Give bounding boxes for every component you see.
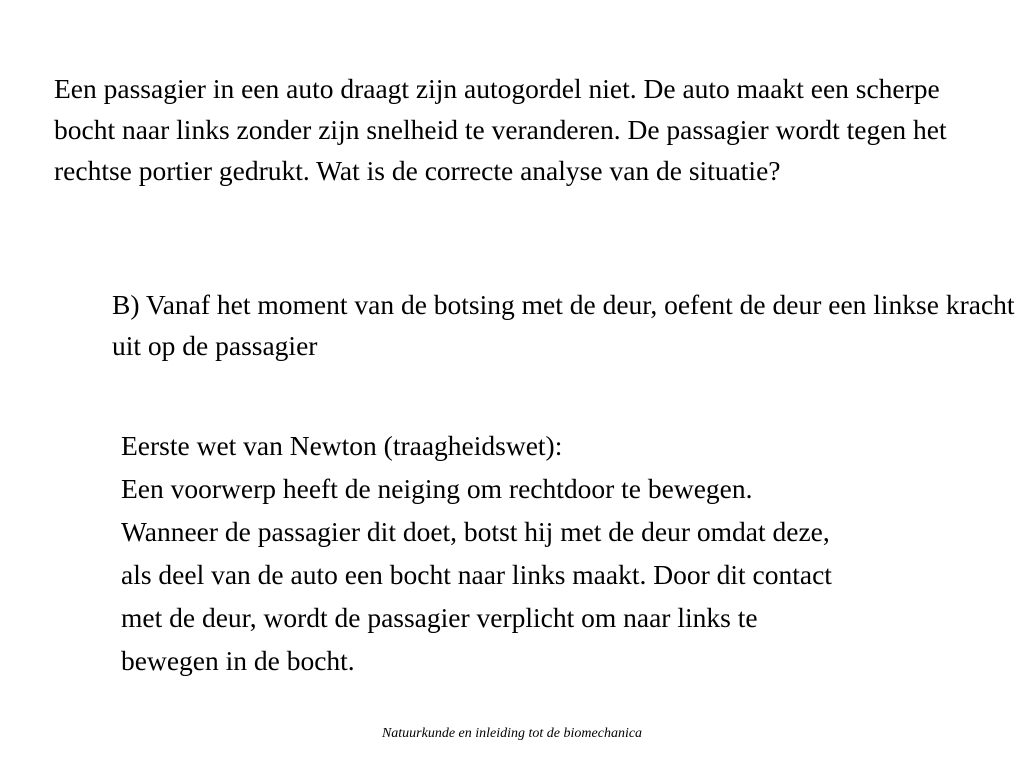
- question-text: Een passagier in een auto draagt zijn autogordel niet. De auto maakt een scherpe bocht naar links zonder zijn snelheid te veranderen. De passagier wordt tegen het rechtse portier gedrukt. Wat is de correcte analyse van de situatie?: [54, 73, 947, 186]
- explanation-line: met de deur, wordt de passagier verplicht om naar links te: [121, 602, 758, 633]
- explanation-line: Wanneer de passagier dit doet, botst hij met de deur omdat deze,: [121, 516, 830, 547]
- answer-text: B) Vanaf het moment van de botsing met de deur, oefent de deur een linkse kracht uit op de passagier: [112, 289, 1015, 361]
- explanation-block: [121, 424, 1021, 682]
- explanation-line: bewegen in de bocht.: [121, 645, 355, 676]
- explanation-line: als deel van de auto een bocht naar links maakt. Door dit contact: [121, 559, 832, 590]
- explanation-heading: Eerste wet van Newton (traagheidswet):: [121, 430, 563, 461]
- footer-course-title: Natuurkunde en inleiding tot de biomechanica: [381, 726, 643, 741]
- explanation-line: Een voorwerp heeft de neiging om rechtdoor te bewegen.: [121, 473, 753, 504]
